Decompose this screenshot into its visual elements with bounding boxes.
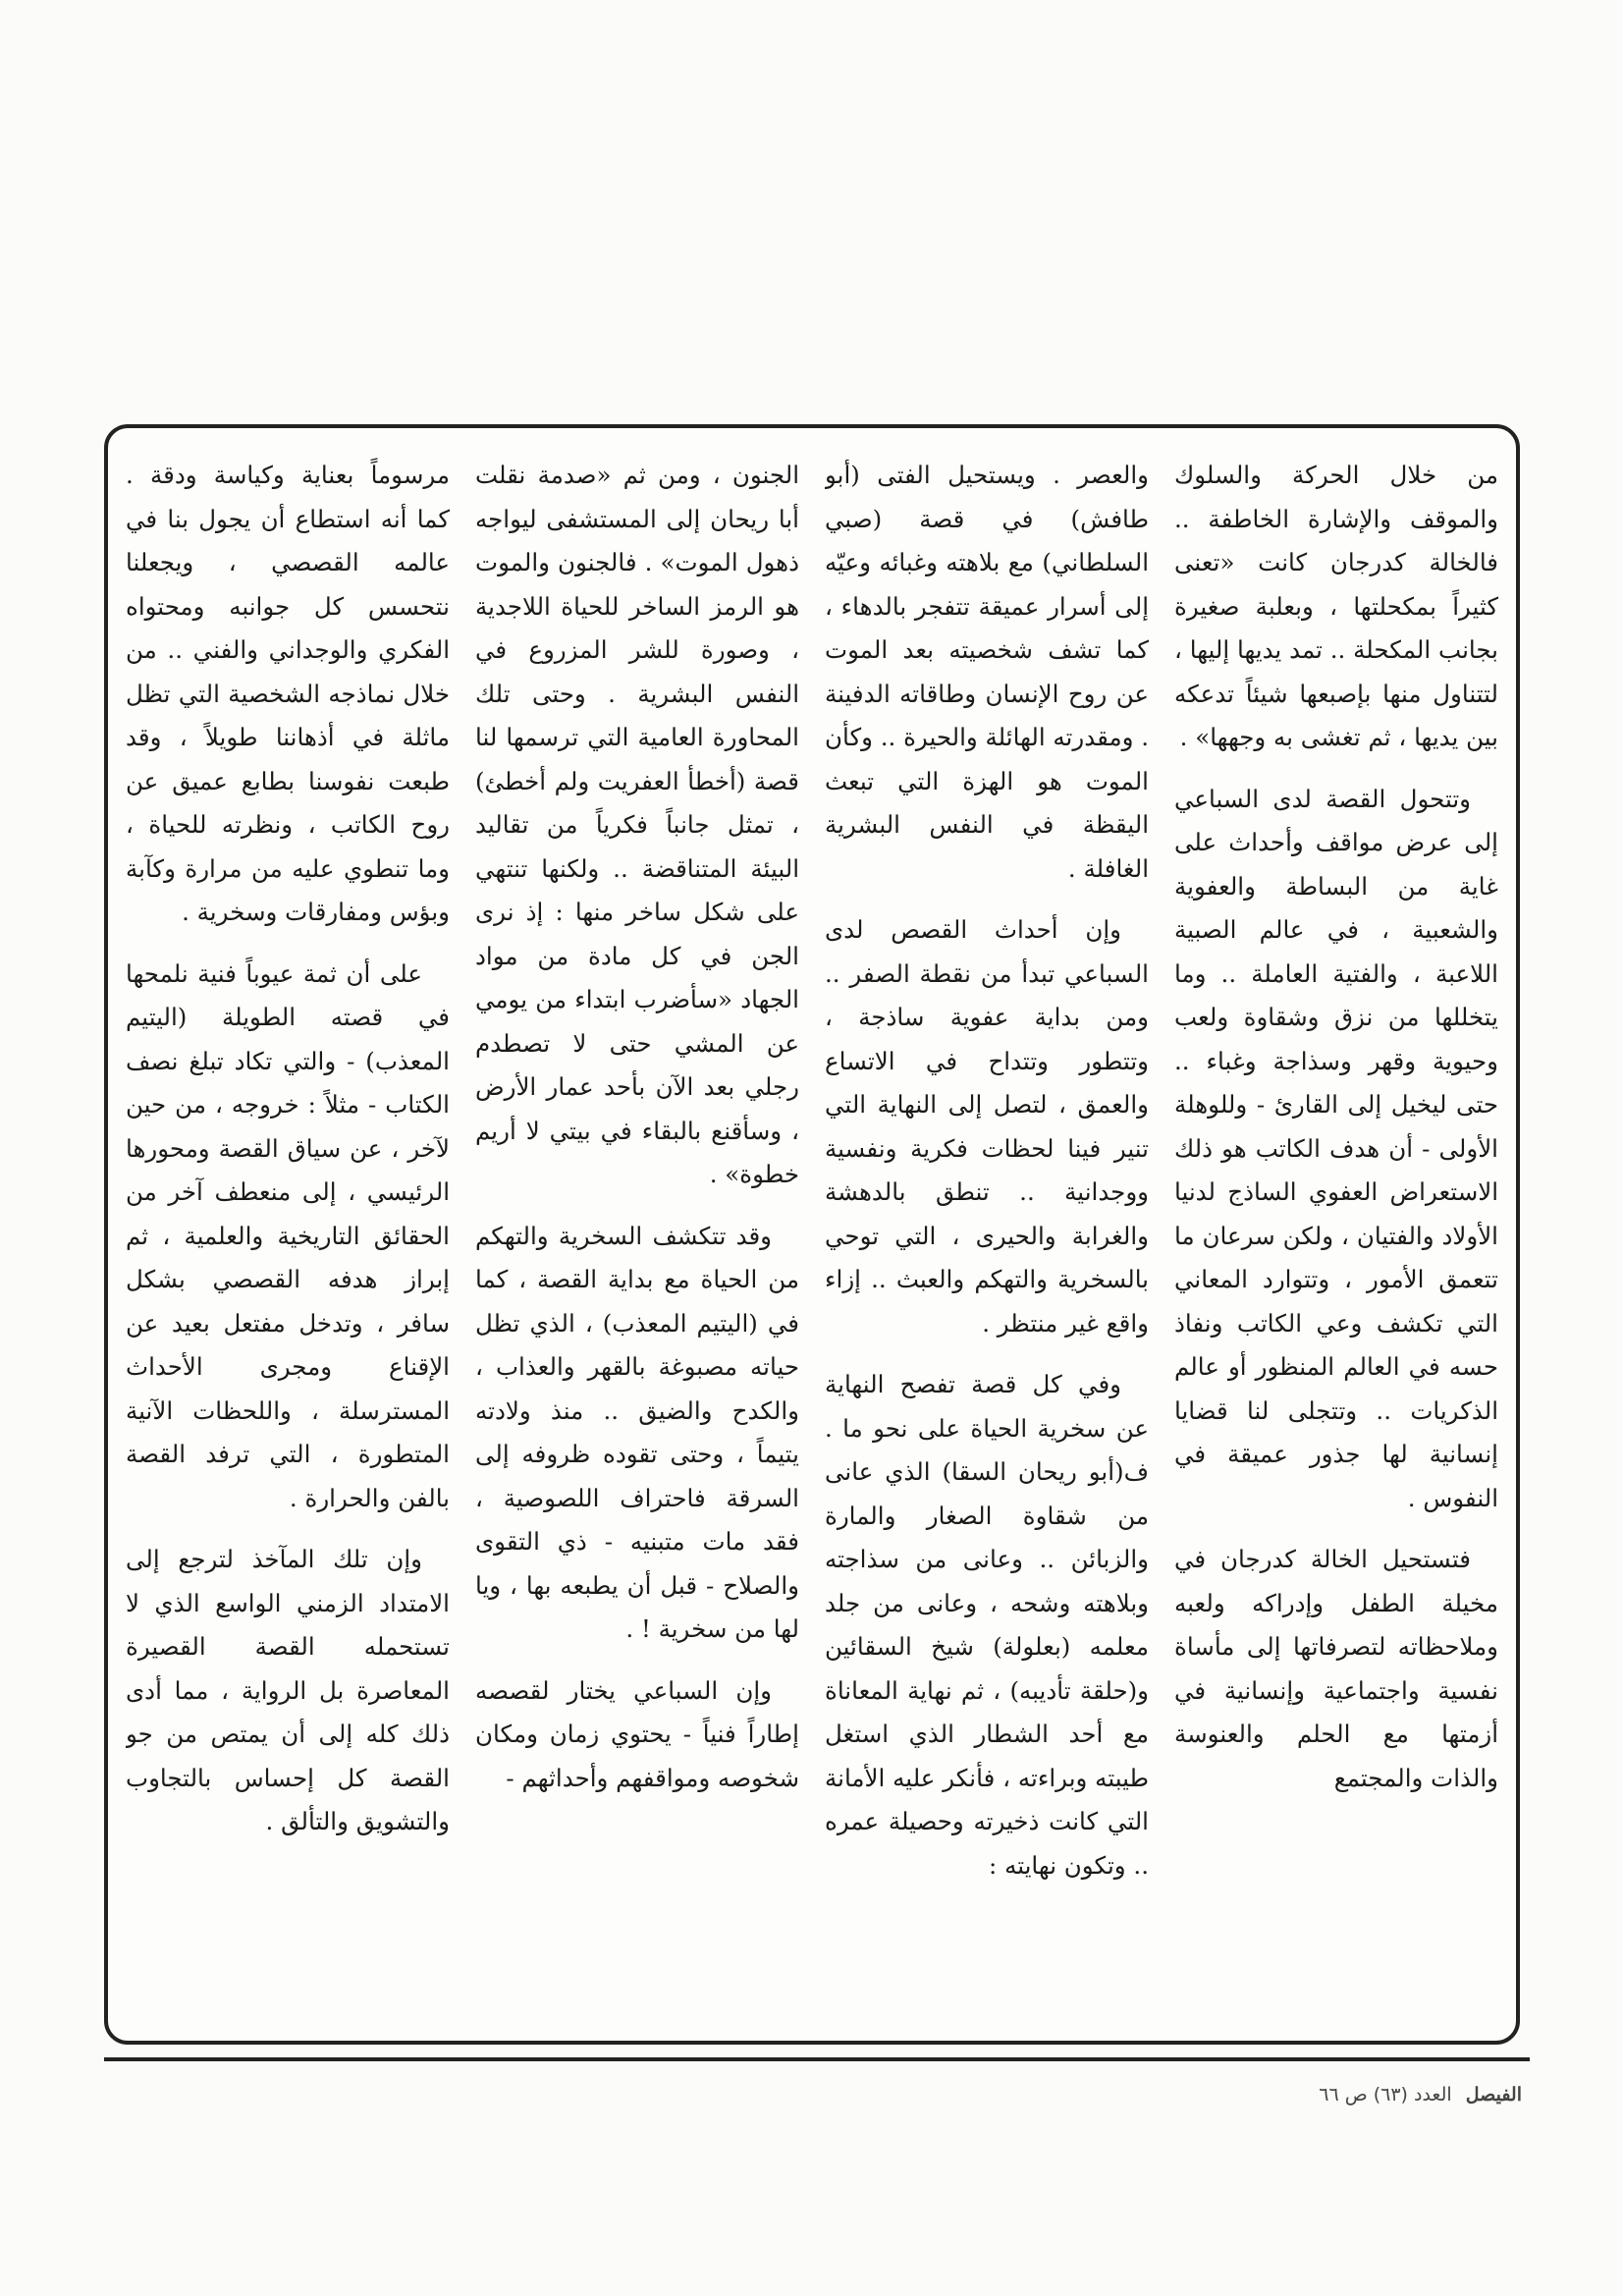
paragraph: الجنون ، ومن ثم «صدمة نقلت أبا ريحان إلى المستشفى ليواجه ذهول الموت» . فالجنون والموت هو الرمز الساخر للحياة اللاجدية ، وصورة للشر المزروع في النفس البشرية . وحتى تلك المحاورة العامية التي ترسمها لنا قصة (أخطأ العفريت ولم أخطئ) ، تمثل جانباً فكرياً من تقاليد البيئة المتناقضة .. ولكنها تنتهي على شكل ساخر منها : إذ نرى الجن في كل مادة من مواد الجهاد «سأضرب ابتداء من يومي عن المشي حتى لا تصطدم رجلي بعد الآن بأحد عمار الأرض ، وسأقنع بالبقاء في بيتي لا أريم خطوة» . <box>475 461 799 1188</box>
paragraph: مرسوماً بعناية وكياسة ودقة . كما أنه استطاع أن يجول بنا في عالمه القصصي ، ويجعلنا نتحسس كل جوانبه ومحتواه الفكري والوجداني والفني .. من خلال نماذجه الشخصية التي تظل ماثلة في أذهاننا طويلاً ، وقد طبعت نفوسنا بطابع عميق عن روح الكاتب ، ونظرته للحياة ، وما تنطوي عليه من مرارة وكآبة وبؤس ومفارقات وسخرية . <box>126 461 450 926</box>
paragraph: وفي كل قصة تفصح النهاية عن سخرية الحياة على نحو ما . ف(أبو ريحان السقا) الذي عانى من شقاوة الصغار والمارة والزبائن .. وعانى من سذاجته وبلاهته وشحه ، وعانى من جلد معلمه (بعلولة) شيخ السقائين و(حلقة تأديبه) ، ثم نهاية المعاناة مع أحد الشطار الذي استغل طيبته وبراءته ، فأنكر عليه الأمانة التي كانت ذخيرته وحصيلة عمره .. وتكون نهايته : <box>825 1370 1149 1880</box>
issue-and-page: العدد (٦٣) ص ٦٦ <box>1319 2084 1452 2105</box>
article-body <box>126 454 1498 2035</box>
paragraph: وقد تتكشف السخرية والتهكم من الحياة مع بداية القصة ، كما في (اليتيم المعذب) ، الذي تظل حياته مصبوغة بالقهر والعذاب ، والكدح والضيق .. منذ ولادته يتيماً ، وحتى تقوده ظروفه إلى السرقة فاحتراف اللصوصية ، فقد مات متبنيه - ذي التقوى والصلاح - قبل أن يطبعه بها ، ويا لها من سخرية ! . <box>475 1221 799 1643</box>
paragraph: والعصر . ويستحيل الفتى (أبو طافش) في قصة (صبي السلطاني) مع بلاهته وغبائه وعيّه إلى أسرار عميقة تتفجر بالدهاء ، كما تشف شخصيته بعد الموت عن روح الإنسان وطاقاته الدفينة . ومقدرته الهائلة والحيرة .. وكأن الموت هو الهزة التي تبعث اليقظة في النفس البشرية الغافلة . <box>825 461 1149 883</box>
paragraph: فتستحيل الخالة كدرجان في مخيلة الطفل وإدراكه ولعبه وملاحظاته لتصرفاتها إلى مأساة نفسية واجتماعية وإنسانية في أزمتها مع الحلم والعنوسة والذات والمجتمع <box>1174 1545 1498 1792</box>
paragraph: من خلال الحركة والسلوك والموقف والإشارة الخاطفة .. فالخالة كدرجان كانت «تعنى كثيراً بمكحلتها ، وبعلبة صغيرة بجانب المكحلة .. تمد يديها إليها ، لتتناول منها بإصبعها شيئاً تدعكه بين يديها ، ثم تغشى به وجهها» . <box>1174 461 1498 751</box>
paragraph: وإن تلك المآخذ لترجع إلى الامتداد الزمني الواسع الذي لا تستحمله القصة القصيرة المعاصرة بل الرواية ، مما أدى ذلك كله إلى أن يمتص من جو القصة كل إحساس بالتجاوب والتشويق والتألق . <box>126 1545 450 1835</box>
column-2 <box>825 454 1149 2035</box>
page-footer <box>1227 2084 1522 2105</box>
paragraph: وتتحول القصة لدى السباعي إلى عرض مواقف وأحداث على غاية من البساطة والعفوية والشعبية ، في عالم الصبية اللاعبة ، والفتية العاملة .. وما يتخللها من نزق وشقاوة ولعب وحيوية وقهر وسذاجة وغباء .. حتى ليخيل إلى القارئ - وللوهلة الأولى - أن هدف الكاتب هو ذلك الاستعراض العفوي الساذج لدنيا الأولاد والفتيان ، ولكن سرعان ما تتعمق الأمور ، وتتوارد المعاني التي تكشف وعي الكاتب ونفاذ حسه في العالم المنظور أو عالم الذكريات .. وتتجلى لنا قضايا إنسانية لها جذور عميقة في النفوس . <box>1174 784 1498 1512</box>
paragraph: وإن أحداث القصص لدى السباعي تبدأ من نقطة الصفر .. ومن بداية عفوية ساذجة ، وتتطور وتتداح في الاتساع والعمق ، لتصل إلى النهاية التي تنير فينا لحظات فكرية ونفسية ووجدانية .. تنطق بالدهشة والغرابة والحيرى ، التي توحي بالسخرية والتهكم والعبث .. إزاء واقع غير منتظر . <box>825 915 1149 1338</box>
paragraph: على أن ثمة عيوباً فنية نلمحها في قصته الطويلة (اليتيم المعذب) - والتي تكاد تبلغ نصف الكتاب - مثلاً : خروجه ، من حين لآخر ، عن سياق القصة ومحورها الرئيسي ، إلى منعطف آخر من الحقائق التاريخية والعلمية ، ثم إبراز هدفه القصصي بشكل سافر ، وتدخل مفتعل بعيد عن الإقناع ومجرى الأحداث المسترسلة ، واللحظات الآنية المتطورة ، التي ترفد القصة بالفن والحرارة . <box>126 958 450 1512</box>
bottom-rule <box>104 2057 1530 2061</box>
column-3 <box>475 454 799 2035</box>
paragraph: وإن السباعي يختار لقصصه إطاراً فنياً - يحتوي زمان ومكان شخوصه ومواقفهم وأحداثهم - <box>475 1675 799 1792</box>
magazine-name: الفيصل <box>1465 2084 1522 2105</box>
column-1 <box>1174 454 1498 2035</box>
column-4 <box>126 454 450 2035</box>
